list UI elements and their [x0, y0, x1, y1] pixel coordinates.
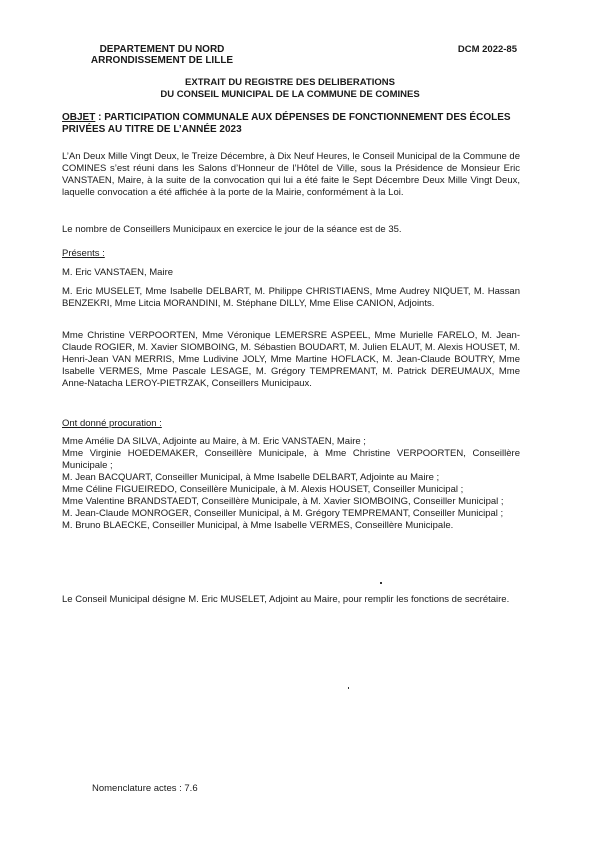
extract-title: [60, 77, 520, 101]
objet-label: OBJET: [62, 112, 96, 123]
procuration-item: Mme Valentine BRANDSTAEDT, Conseillère Municipale, à M. Xavier SIOMBOING, Conseiller Municipal ;: [62, 496, 504, 507]
scan-speck: [348, 687, 349, 689]
procuration-item: M. Bruno BLAECKE, Conseiller Municipal, à Mme Isabelle VERMES, Conseillère Municipale.: [62, 520, 454, 531]
nomenclature-footer: Nomenclature actes : 7.6: [92, 783, 198, 794]
procuration-item: M. Jean BACQUART, Conseiller Municipal, à Mme Isabelle DELBART, Adjointe au Maire ;: [62, 472, 440, 483]
procuration-item: M. Jean-Claude MONROGER, Conseiller Municipal, à M. Grégory TEMPREMANT, Conseiller Municipal ;: [62, 508, 504, 519]
department-name: DEPARTEMENT DU NORD: [99, 44, 225, 55]
conseillers-paragraph: Mme Christine VERPOORTEN, Mme Véronique LEMERSRE ASPEEL, Mme Murielle FARELO, M. Jean-Claude ROGIER, M. Xavier SIOMBOING, M. Sébastien BOUDART, M. Julien ELAUT, M. Alexis HOUSET, M. Henri-Jean VAN MERRIS, Mme Ludivine JOLY, Mme Martine HOFLACK, M. Jean-Claude BOUTRY, Mme Isabelle VERMES, Mme Pascale LESAGE, M. Grégory TEMPREMANT, M. Patrick DEREUMAUX, Mme Anne-Natacha LEROY-PIETRZAK, Conseillers Municipaux.: [62, 330, 520, 389]
intro-paragraph: L’An Deux Mille Vingt Deux, le Treize Décembre, à Dix Neuf Heures, le Conseil Municipal de la Commune de COMINES s’est réuni dans les Salons d’Honneur de l’Hôtel de Ville, sous la Présidence de Monsieur Eric VANSTAEN, Maire, à la suite de la convocation qui lui a été faite le Sept Décembre Deux Mille Vingt Deux, laquelle convocation a été affichée à la porte de la Mairie, conformément à la Loi.: [62, 151, 520, 198]
procuration-item: Mme Virginie HOEDEMAKER, Conseillère Municipale, à Mme Christine VERPOORTEN, Conseillère Municipale ;: [62, 448, 520, 471]
procuration-list: [62, 436, 520, 532]
presents-label: Présents :: [62, 248, 105, 259]
objet-heading: [62, 112, 520, 135]
maire-line: M. Eric VANSTAEN, Maire: [62, 267, 174, 278]
scan-speck: [380, 582, 382, 584]
objet-text: : PARTICIPATION COMMUNALE AUX DÉPENSES DE FONCTIONNEMENT DES ÉCOLES PRIVÉES AU TITRE DE L’ANNÉE 2023: [62, 112, 511, 135]
procuration-label: Ont donné procuration :: [62, 418, 162, 429]
secretaire-paragraph: Le Conseil Municipal désigne M. Eric MUSELET, Adjoint au Maire, pour remplir les fonctions de secrétaire.: [62, 594, 510, 605]
department-header: [62, 44, 262, 66]
extract-line-1: EXTRAIT DU REGISTRE DES DELIBERATIONS: [185, 77, 395, 88]
procuration-item: Mme Amélie DA SILVA, Adjointe au Maire, à M. Eric VANSTAEN, Maire ;: [62, 436, 366, 447]
deliberation-reference: DCM 2022-85: [457, 44, 517, 55]
adjoints-paragraph: M. Eric MUSELET, Mme Isabelle DELBART, M. Philippe CHRISTIAENS, Mme Audrey NIQUET, M. Hassan BENZEKRI, Mme Litcia MORANDINI, M. Stéphane DILLY, Mme Elise CANION, Adjoints.: [62, 286, 520, 309]
arrondissement-name: ARRONDISSEMENT DE LILLE: [90, 55, 234, 66]
procuration-item: Mme Céline FIGUEIREDO, Conseillère Municipale, à M. Alexis HOUSET, Conseiller Municipal ;: [62, 484, 464, 495]
quorum-paragraph: Le nombre de Conseillers Municipaux en exercice le jour de la séance est de 35.: [62, 224, 402, 235]
extract-line-2: DU CONSEIL MUNICIPAL DE LA COMMUNE DE COMINES: [160, 89, 420, 100]
